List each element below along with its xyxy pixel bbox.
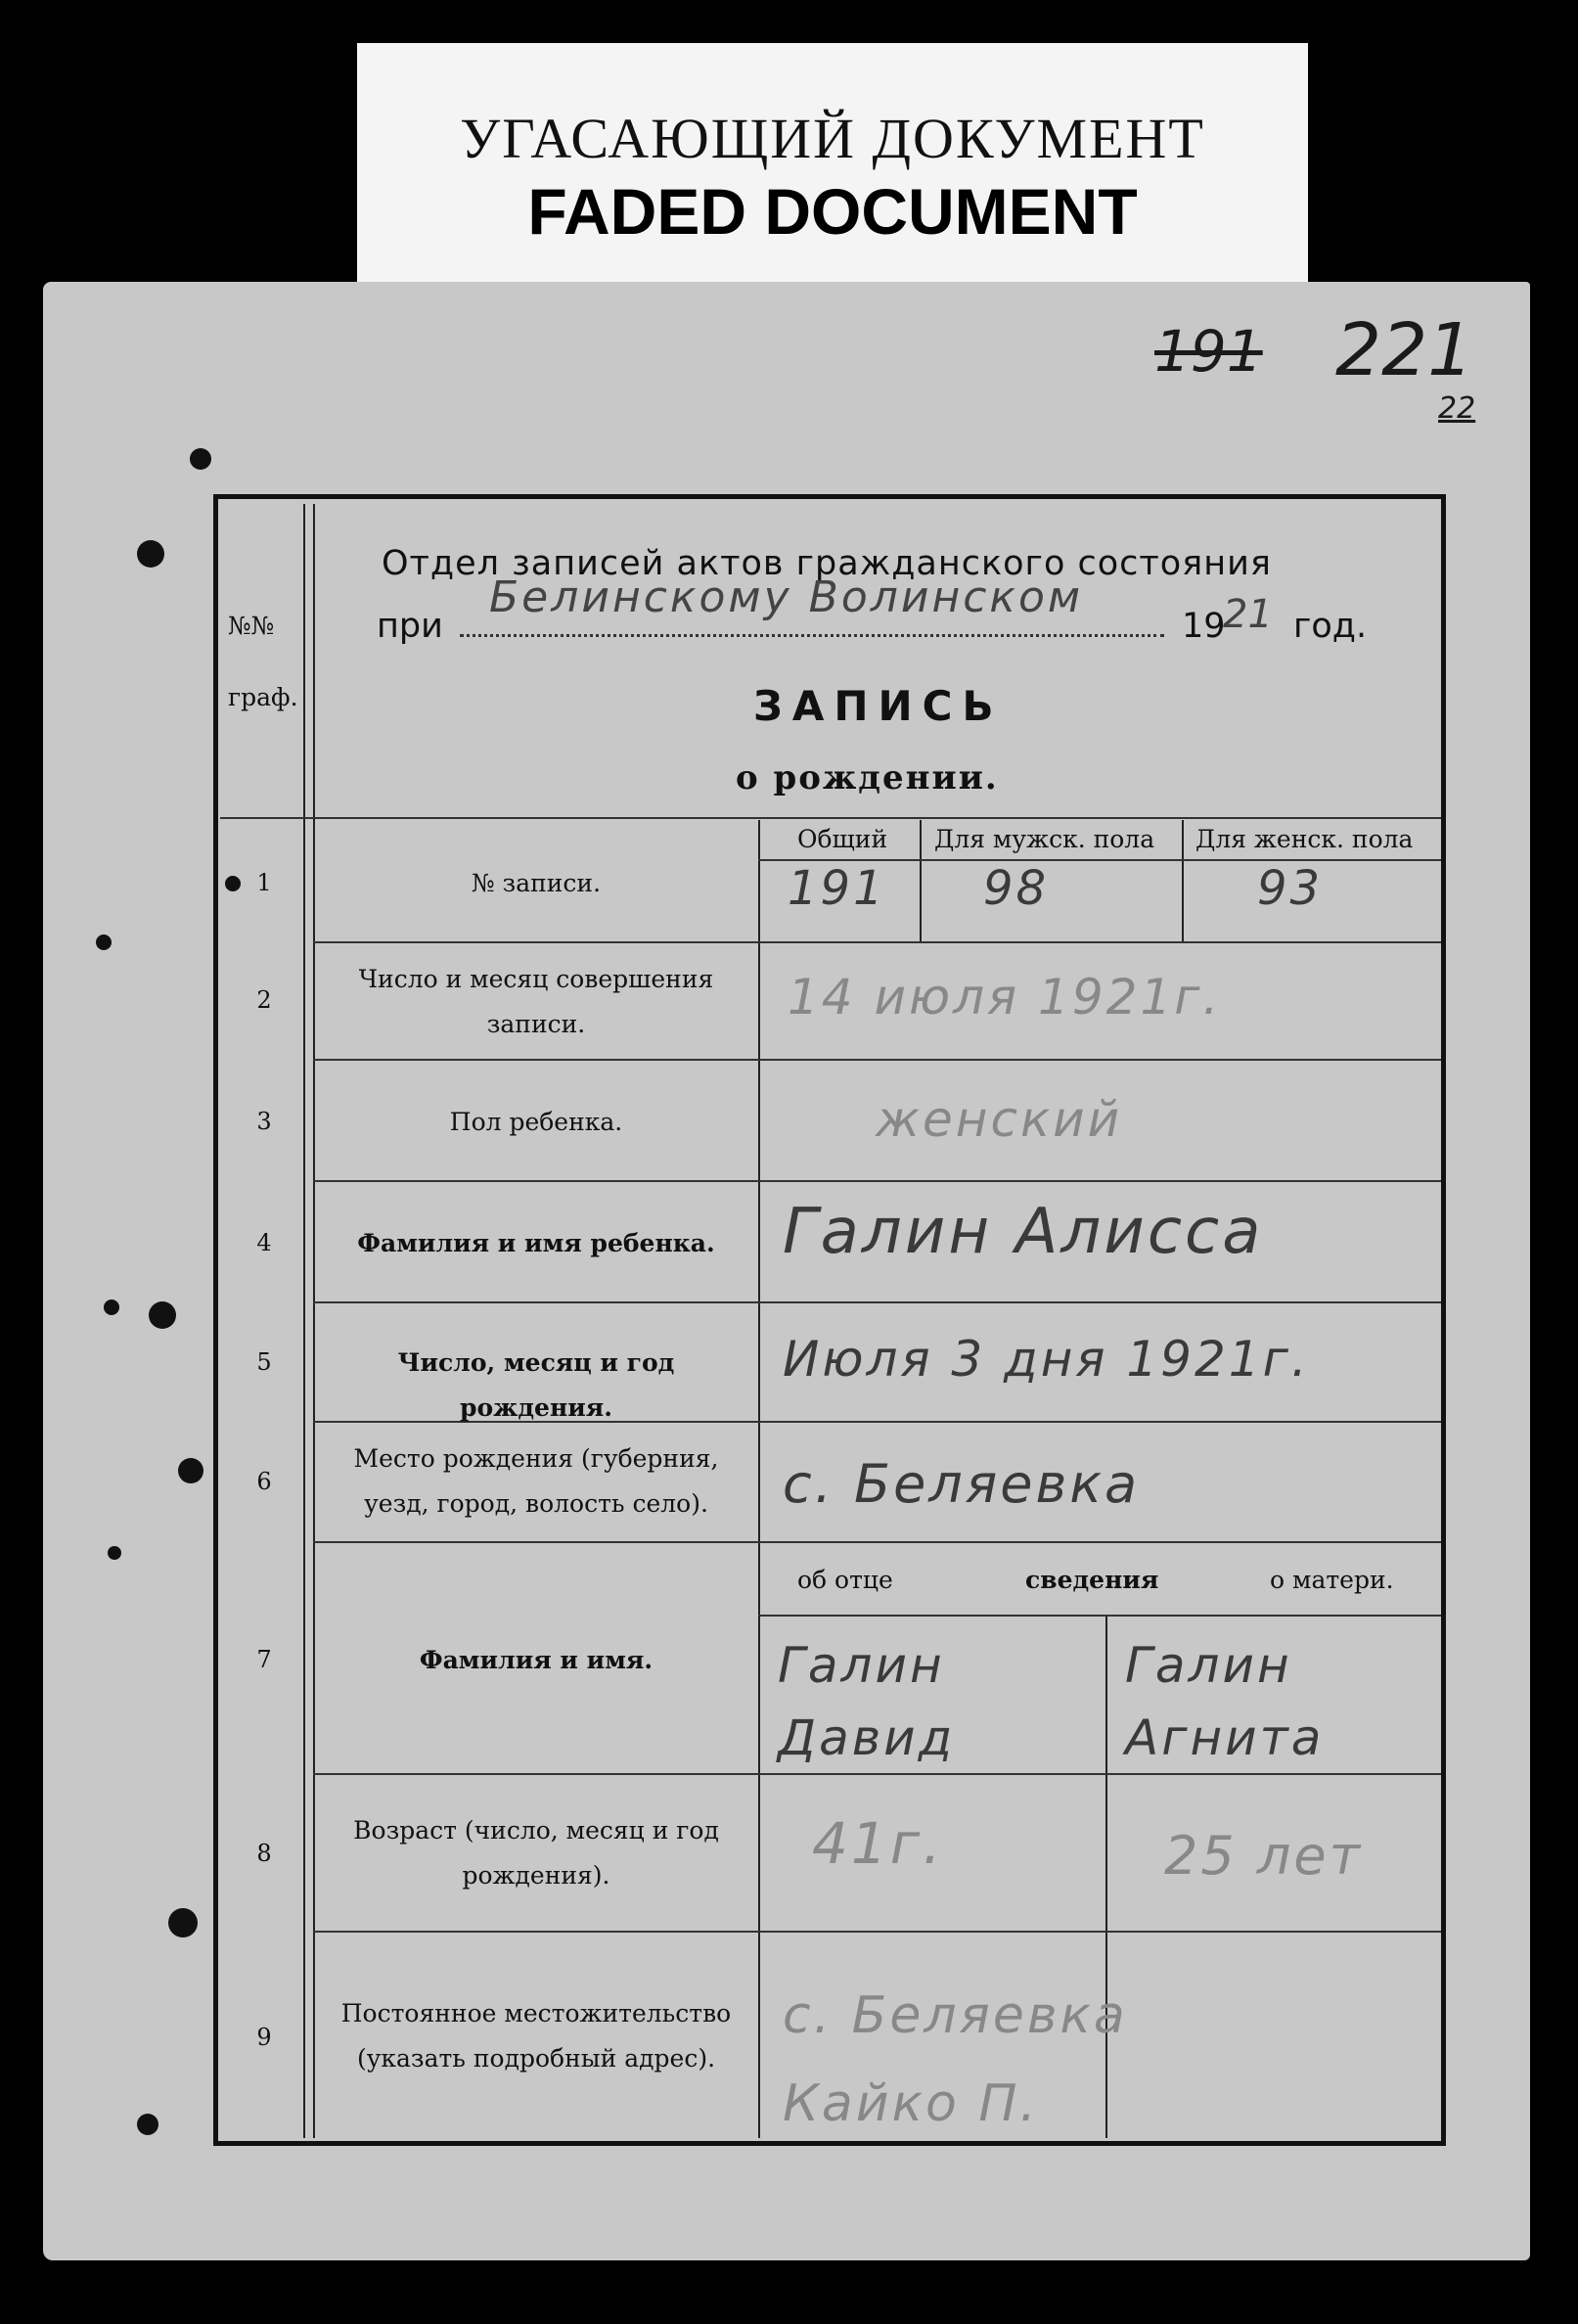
punch-hole-icon [96, 934, 112, 950]
row-number: 6 [256, 1468, 272, 1495]
row-divider [220, 817, 1441, 819]
page-title: ЗАПИСЬ [753, 682, 1004, 730]
office-heading: Отдел записей актов гражданского состояния [382, 544, 1272, 583]
row-number: 5 [256, 1348, 272, 1376]
place-dotted-line [460, 634, 1164, 637]
row-divider [313, 1180, 1441, 1182]
row-number: 8 [256, 1840, 272, 1867]
col-general: Общий [797, 825, 888, 853]
label-english: FADED DOCUMENT [527, 175, 1138, 248]
mother-name-value: Галин Агнита [1125, 1637, 1325, 1766]
mother-heading: о матери. [1270, 1566, 1394, 1594]
row-divider [313, 1059, 1441, 1061]
row-number: 2 [256, 986, 272, 1014]
child-sex-value: женский [876, 1091, 1123, 1148]
page-subtitle: о рождении. [736, 758, 999, 797]
punch-hole-icon [190, 448, 211, 470]
archive-number-current: 221 [1335, 308, 1474, 392]
father-heading: об отце [797, 1566, 893, 1594]
col-female: Для женск. пола [1195, 825, 1414, 853]
column-divider [758, 820, 760, 2138]
row-divider [313, 1931, 1441, 1933]
child-name-value: Галин Алисса [783, 1196, 1264, 1268]
punch-hole-icon [149, 1301, 176, 1329]
archive-number-old: 191 [1154, 318, 1263, 385]
column-divider [920, 820, 922, 942]
row-label: Фамилия и имя. [419, 1646, 654, 1674]
row-divider [758, 1615, 1441, 1617]
faded-document-label [357, 43, 1308, 288]
punch-hole-icon [137, 2114, 158, 2135]
info-heading: сведения [1025, 1566, 1159, 1594]
punch-hole-icon [178, 1458, 203, 1483]
column-divider [303, 504, 305, 2138]
year-prefix: 19 [1182, 607, 1226, 646]
record-date-value: 14 июля 1921г. [788, 969, 1222, 1025]
number-column-heading: №№ [228, 612, 275, 640]
punch-hole-icon [108, 1546, 121, 1560]
label-russian: УГАСАЮЩИЙ ДОКУМЕНТ [460, 107, 1205, 170]
row-number: 4 [256, 1229, 272, 1256]
place-handwritten: Белинскому Волинском [489, 572, 1084, 622]
row-divider [313, 941, 1441, 943]
row-divider [313, 1541, 1441, 1543]
row-label: Фамилия и имя ребенка. [357, 1229, 715, 1257]
record-number-general: 191 [788, 861, 886, 916]
year-handwritten: 21 [1223, 592, 1273, 637]
record-number-female: 93 [1257, 861, 1324, 916]
birth-date-value: Июля 3 дня 1921г. [783, 1331, 1310, 1388]
graf-column-heading: граф. [228, 683, 298, 711]
row-number: 1 [256, 869, 272, 896]
punch-hole-icon [104, 1299, 119, 1315]
row-label: Постоянное местожительство (указать подробный адрес). [340, 1999, 732, 2073]
row-number: 9 [256, 2024, 272, 2051]
row-label: Число и месяц совершения записи. [358, 965, 714, 1038]
heading-pri: при [377, 607, 443, 646]
column-divider [313, 504, 315, 2138]
row-label: Место рождения (губерния, уезд, город, волость село). [353, 1444, 719, 1518]
archive-number-sub: 22 [1438, 391, 1476, 426]
row-label: Число, месяц и год рождения. [397, 1348, 675, 1422]
row-label: Пол ребенка. [449, 1108, 623, 1136]
birth-place-value: с. Беляевка [783, 1453, 1141, 1515]
row-number: 3 [256, 1108, 272, 1135]
year-suffix: год. [1293, 607, 1368, 646]
residence-value: с. Беляевка Кайко П. [783, 1986, 1128, 2133]
father-age-value: 41г. [812, 1810, 944, 1877]
col-male: Для мужск. пола [934, 825, 1155, 853]
column-divider [1182, 820, 1184, 942]
mother-age-value: 25 лет [1164, 1825, 1364, 1887]
record-number-female-sub: 98 [983, 861, 1050, 916]
row-label: № записи. [471, 869, 602, 897]
father-name-value: Галин Давид [778, 1637, 956, 1766]
punch-hole-icon [168, 1908, 198, 1937]
punch-hole-icon [137, 540, 164, 568]
row-number: 7 [256, 1646, 272, 1673]
row-label: Возраст (число, месяц и год рождения). [353, 1816, 719, 1890]
row-divider [313, 1301, 1441, 1303]
